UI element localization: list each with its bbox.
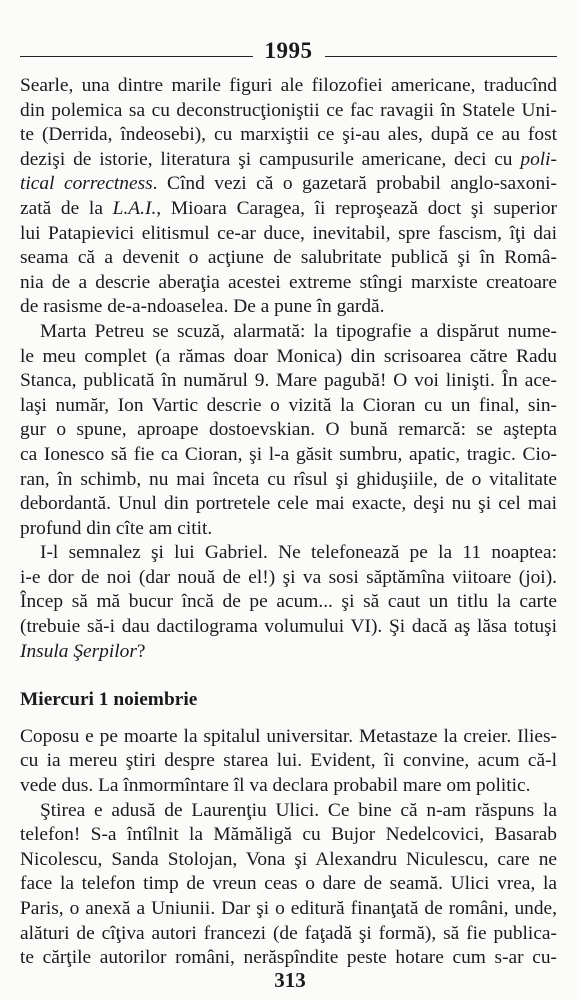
header-rule-right — [325, 56, 558, 57]
text-line: dezişi de istorie, literatura şi campusurile americane, deci cu poli- — [20, 148, 557, 170]
text-line: Stanca, publicată în numărul 9. Mare pagubă! O voi linişti. În ace- — [20, 370, 557, 392]
text-line: I-l semnalez şi lui Gabriel. Ne telefonează pe la 11 noaptea: — [40, 542, 557, 564]
text-line: ca Ionesco să fie ca Cioran, şi l-a găsit sumbru, apatic, tragic. Cio- — [20, 443, 557, 465]
text-line: gur o spune, aproape dostoevskian. O bună remarcă: se aştepta — [20, 419, 557, 441]
text-line: i-e dor de noi (dar nouă de el!) şi va sosi săptămîna viitoare (joi). — [20, 566, 557, 588]
text-line: Încep să mă bucur încă de pe acum... şi să caut un titlu la carte — [20, 591, 557, 613]
page-body — [20, 74, 557, 971]
text-line: ran, în schimb, nu mai înceta cu rîsul şi ghiduşiile, de o vitalitate — [20, 468, 557, 490]
text-line: tical correctness. Cînd vezi că o gazetară probabil anglo-saxoni- — [20, 173, 557, 195]
section-gap — [20, 713, 557, 725]
text-block-2 — [20, 725, 557, 971]
section-gap — [20, 664, 557, 688]
text-line: debordantă. Unul din portretele cele mai exacte, deşi nu şi cel mai — [20, 493, 557, 515]
text-line: alături de cîţiva autori francezi (de faţadă şi formă), să fie publica- — [20, 922, 557, 944]
text-line: Paris, o anexă a Uniunii. Dar şi o editură finanţată de români, unde, — [20, 898, 557, 919]
text-line: zată de la L.A.I., Mioara Caragea, îi reproşează doct şi superior — [20, 197, 558, 219]
text-line: seama că a devenit o acţiune de salubritate publică şi în Româ- — [20, 247, 557, 269]
running-header — [20, 36, 557, 66]
text-line: Nicolescu, Sanda Stolojan, Vona şi Alexandru Niculescu, care ne — [20, 848, 557, 870]
text-line: telefon! S-a întîlnit la Mămăligă cu Bujor Nedelcovici, Basarab — [20, 824, 557, 846]
text-line: cu ia mereu ştiri despre starea lui. Evident, îi convine, acum că-l — [20, 750, 557, 772]
page-number: 313 — [274, 968, 306, 992]
text-line: Coposu e pe moarte la spitalul universitar. Metastaze la creier. Ilies- — [20, 725, 557, 747]
header-rule-left — [20, 56, 253, 57]
text-line: Marta Petreu se scuză, alarmată: la tipografie a dispărut nume- — [40, 320, 557, 342]
header-year: 1995 — [264, 38, 313, 63]
text-line: face la telefon timp de vreun ceas o dare de seamă. Ulici vrea, la — [20, 873, 557, 895]
text-line: de rasisme de-a-ndoaselea. De a pune în gardă. — [20, 296, 385, 318]
text-line: lui Patapievici elitismul ce-ar duce, inevitabil, spre fascism, îţi dai — [20, 222, 557, 244]
text-line: din polemica sa cu deconstrucţioniştii ce fac ravagii în Statele Uni- — [20, 99, 557, 121]
text-block-1 — [20, 74, 557, 664]
text-line: profund din cîte am citit. — [20, 517, 213, 539]
text-line: te cărţile autorilor români, nerăspîndite peste hotare cum s-ar cu- — [20, 947, 557, 969]
text-line: Searle, una dintre marile figuri ale filozofiei americane, traducînd — [20, 75, 557, 96]
text-line: laşi număr, Ion Vartic descrie o vizită la Cioran cu un final, sin- — [20, 394, 557, 416]
text-line: Insula Şerpilor? — [20, 640, 146, 662]
text-line: te (Derrida, îndeosebi), cu marxiştii ce şi-au ales, după ce au fost — [20, 124, 557, 146]
text-line: Ştirea e adusă de Laurenţiu Ulici. Ce bine că n-am răspuns la — [40, 799, 557, 821]
text-line: le meu complet (a rămas doar Monica) din scrisoarea către Radu — [20, 345, 557, 367]
text-line: (trebuie să-i dau dactilograma volumului VI). Şi dacă aş lăsa totuşi — [20, 616, 557, 638]
text-line: nia de a descrie aberaţia acestei extreme stîngi marxiste creatoare — [20, 271, 557, 293]
diary-entry-heading: Miercuri 1 noiembrie — [20, 689, 198, 711]
text-line: vede dus. La înmormîntare îl va declara probabil mare om politic. — [20, 775, 531, 797]
